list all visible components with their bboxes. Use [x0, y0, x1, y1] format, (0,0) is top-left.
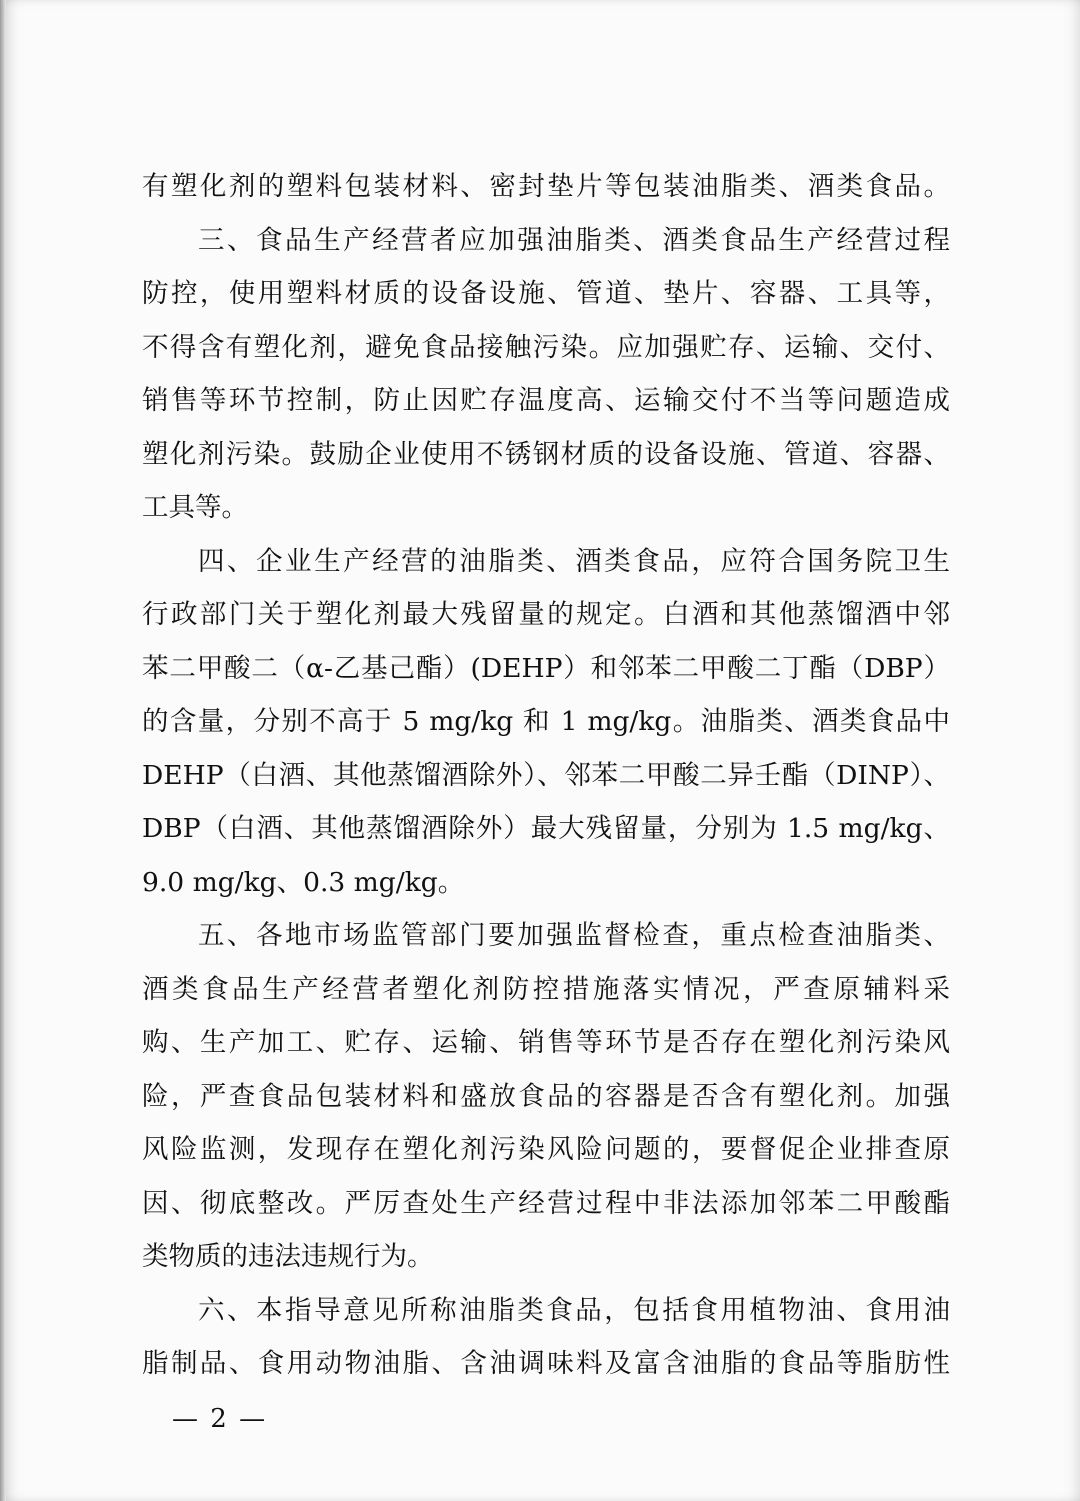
text-line-21: 类物质的违法违规行为。	[142, 1241, 434, 1272]
text-line-9: 行政部门关于塑化剂最大残留量的规定。白酒和其他蒸馏酒中邻	[142, 599, 950, 630]
text-line-19: 风险监测，发现存在塑化剂污染风险问题的，要督促企业排查原	[142, 1134, 950, 1165]
text-line-8: 四、企业生产经营的油脂类、酒类食品，应符合国务院卫生	[198, 545, 950, 577]
text-line-4: 不得含有塑化剂，避免食品接触污染。应加强贮存、运输、交付、	[142, 331, 950, 363]
text-line-3: 防控，使用塑料材质的设备设施、管道、垫片、容器、工具等，	[142, 278, 950, 309]
text-line-18: 险，严查食品包装材料和盛放食品的容器是否含有塑化剂。加强	[142, 1080, 950, 1112]
text-line-14: 9.0 mg/kg、0.3 mg/kg。	[142, 866, 465, 898]
text-line-22: 六、本指导意见所称油脂类食品，包括食用植物油、食用油	[198, 1294, 950, 1326]
text-line-11: 的含量，分别不高于 5 mg/kg 和 1 mg/kg。油脂类、酒类食品中	[142, 706, 950, 737]
text-line-15: 五、各地市场监管部门要加强监督检查，重点检查油脂类、	[198, 920, 950, 951]
text-line-10: 苯二甲酸二（α-乙基己酯）(DEHP）和邻苯二甲酸二丁酯（DBP）	[142, 652, 950, 684]
text-line-13: DBP（白酒、其他蒸馏酒除外）最大残留量，分别为 1.5 mg/kg、	[142, 813, 950, 844]
text-line-7: 工具等。	[142, 492, 248, 523]
text-line-1: 有塑化剂的塑料包装材料、密封垫片等包装油脂类、酒类食品。	[142, 171, 950, 202]
text-line-5: 销售等环节控制，防止因贮存温度高、运输交付不当等问题造成	[142, 385, 950, 416]
text-line-16: 酒类食品生产经营者塑化剂防控措施落实情况，严查原辅料采	[142, 973, 950, 1005]
text-line-20: 因、彻底整改。严厉查处生产经营过程中非法添加邻苯二甲酸酯	[142, 1187, 950, 1219]
text-line-23: 脂制品、食用动物油脂、含油调味料及富含油脂的食品等脂肪性	[142, 1348, 950, 1379]
text-line-12: DEHP（白酒、其他蒸馏酒除外）、邻苯二甲酸二异壬酯（DINP）、	[142, 759, 950, 791]
page-number: — 2 —	[172, 1404, 268, 1434]
text-line-2: 三、食品生产经营者应加强油脂类、酒类食品生产经营过程	[198, 224, 950, 256]
text-line-17: 购、生产加工、贮存、运输、销售等环节是否存在塑化剂污染风	[142, 1027, 950, 1058]
document-body	[142, 160, 950, 1391]
page-edge-shadow	[0, 0, 6, 1501]
text-line-6: 塑化剂污染。鼓励企业使用不锈钢材质的设备设施、管道、容器、	[142, 438, 950, 470]
